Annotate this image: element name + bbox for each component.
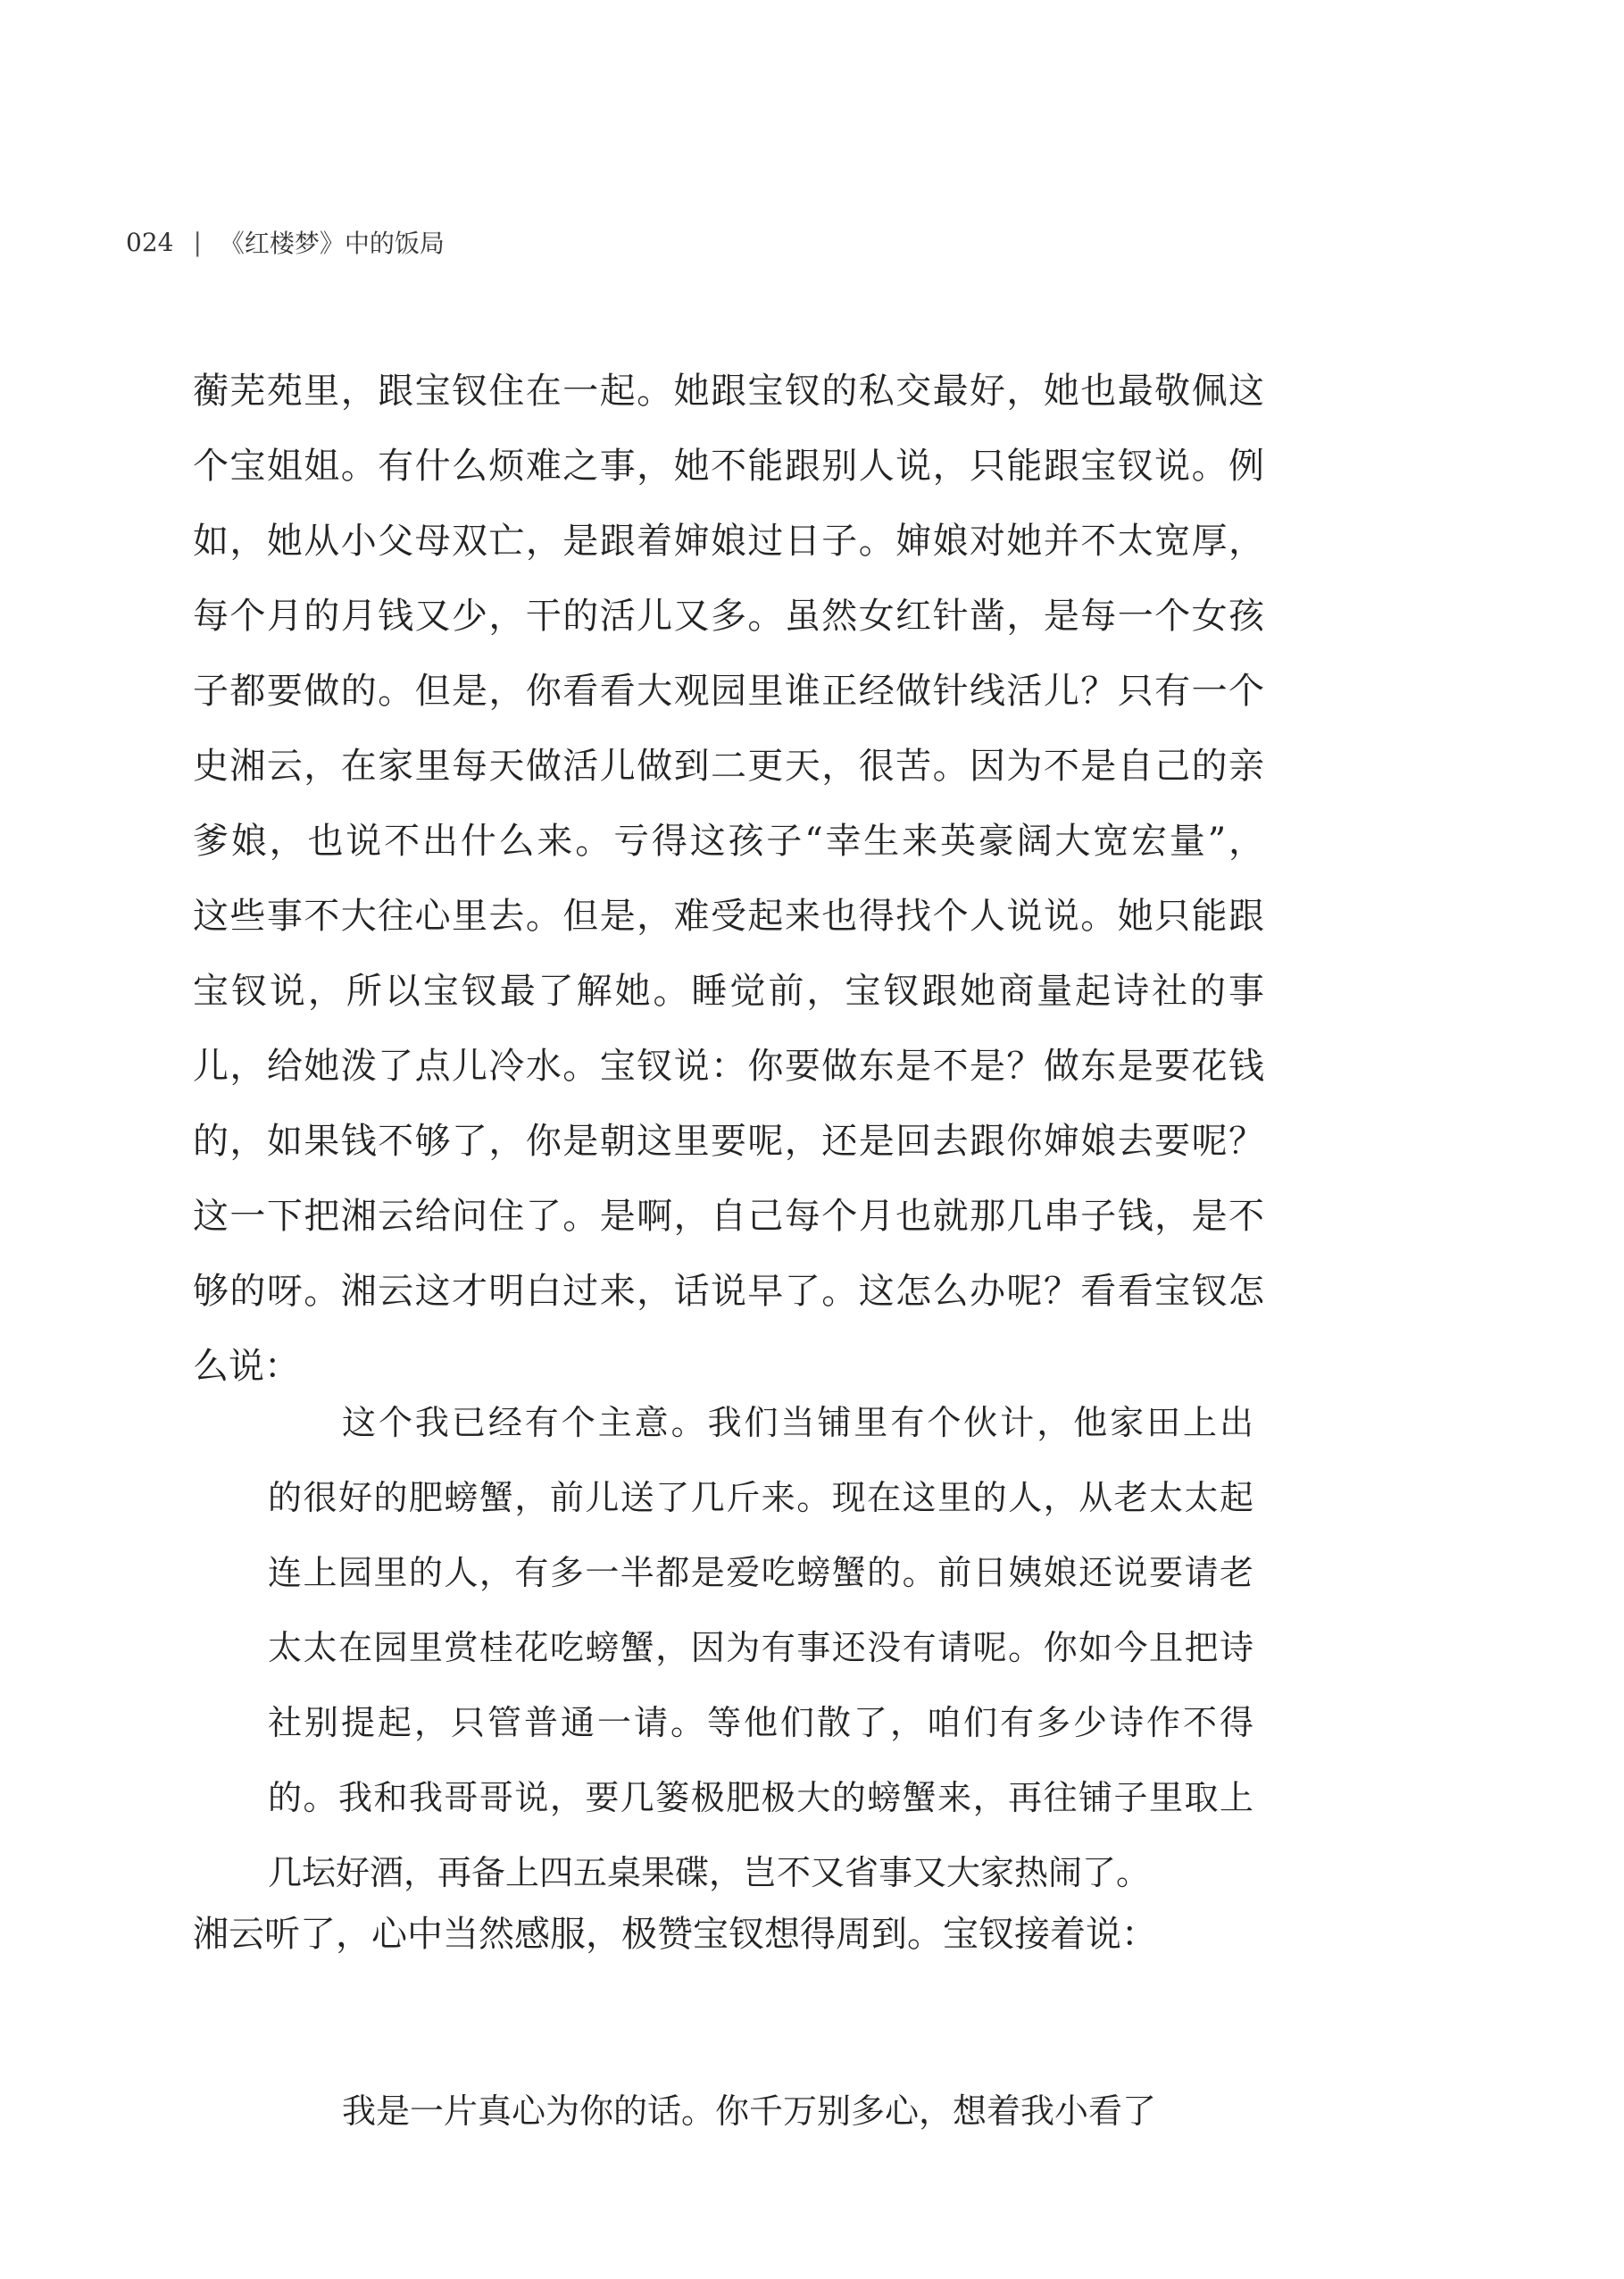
quote-line: 我是一片真心为你的话。你千万别多心，想着我小看了 — [342, 2091, 1157, 2131]
quote-line: 几坛好酒，再备上四五桌果碟，岂不又省事又大家热闹了。 — [268, 1853, 1151, 1892]
block-quote-1 — [268, 1385, 1253, 1910]
book-title: 《红楼梦》中的饭局 — [219, 229, 445, 258]
paragraph-line: 宝钗说，所以宝钗最了解她。睡觉前，宝钗跟她商量起诗社的事 — [193, 971, 1264, 1012]
quote-line: 这个我已经有个主意。我们当铺里有个伙计，他家田上出 — [342, 1403, 1253, 1442]
paragraph-line: 每个月的月钱又少，干的活儿又多。虽然女红针凿，是每一个女孩 — [193, 596, 1264, 637]
paragraph-line: 这一下把湘云给问住了。是啊，自己每个月也就那几串子钱，是不 — [193, 1196, 1264, 1237]
paragraph-line: 蘅芜苑里，跟宝钗住在一起。她跟宝钗的私交最好，她也最敬佩这 — [193, 371, 1264, 412]
paragraph-line: 儿，给她泼了点儿冷水。宝钗说：你要做东是不是？做东是要花钱 — [193, 1046, 1264, 1087]
body-paragraph-2: 湘云听了，心中当然感服，极赞宝钗想得周到。宝钗接着说： — [193, 1914, 1157, 1955]
paragraph-line: 子都要做的。但是，你看看大观园里谁正经做针线活儿？只有一个 — [193, 671, 1264, 712]
paragraph-line: 史湘云，在家里每天做活儿做到二更天，很苦。因为不是自己的亲 — [193, 746, 1264, 787]
quote-line: 社别提起，只管普通一请。等他们散了，咱们有多少诗作不得 — [268, 1703, 1253, 1742]
quote-line: 连上园里的人，有多一半都是爱吃螃蟹的。前日姨娘还说要请老 — [268, 1553, 1253, 1592]
running-header — [126, 221, 445, 263]
body-paragraph-1 — [193, 354, 1264, 1404]
paragraph-line: 的，如果钱不够了，你是朝这里要呢，还是回去跟你婶娘去要呢？ — [193, 1121, 1264, 1162]
paragraph-line: 够的呀。湘云这才明白过来，话说早了。这怎么办呢？看看宝钗怎 — [193, 1271, 1264, 1312]
paragraph-line: 爹娘，也说不出什么来。亏得这孩子“幸生来英豪阔大宽宏量”， — [193, 821, 1264, 862]
quote-line: 的。我和我哥哥说，要几篓极肥极大的螃蟹来，再往铺子里取上 — [268, 1778, 1253, 1817]
block-quote-2 — [268, 2074, 1253, 2149]
paragraph-line: 个宝姐姐。有什么烦难之事，她不能跟别人说，只能跟宝钗说。例 — [193, 446, 1264, 487]
page-number: 024 — [126, 227, 174, 257]
paragraph-line: 么说： — [193, 1346, 300, 1387]
paragraph-line: 如，她从小父母双亡，是跟着婶娘过日子。婶娘对她并不太宽厚， — [193, 521, 1264, 562]
header-separator: | — [193, 227, 202, 257]
paragraph-line: 这些事不大往心里去。但是，难受起来也得找个人说说。她只能跟 — [193, 896, 1264, 937]
quote-line: 太太在园里赏桂花吃螃蟹，因为有事还没有请呢。你如今且把诗 — [268, 1628, 1253, 1667]
quote-line: 的很好的肥螃蟹，前儿送了几斤来。现在这里的人，从老太太起 — [268, 1478, 1253, 1517]
